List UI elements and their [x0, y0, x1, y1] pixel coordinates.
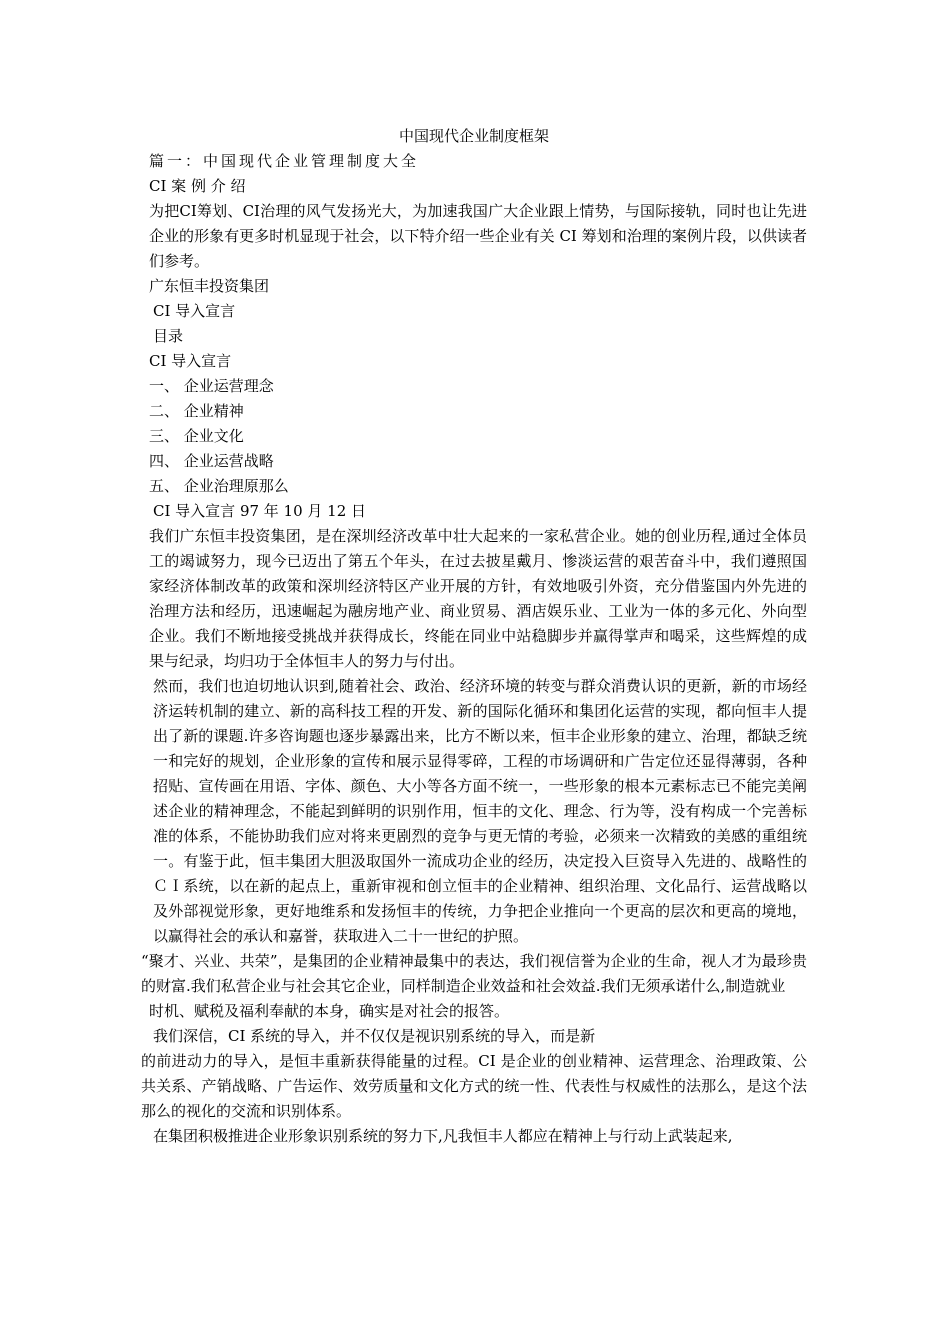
toc-item: 一、 企业运营理念 [149, 377, 274, 395]
toc-label: 目录 [153, 327, 184, 345]
toc-item: 四、 企业运营战略 [149, 452, 274, 470]
section-heading: 篇一：中国现代企业管理制度大全 [149, 152, 420, 170]
body-paragraph: 我们广东恒丰投资集团，是在深圳经济改革中壮大起来的一家私营企业。她的创业历程,通过全体员工的竭诚努力，现今已迈出了第五个年头，在过去披星戴月、惨淡运营的艰苦奋斗中，我们遵照国家经济体制改革的政策和深圳经济特区产业开展的方针，有效地吸引外资，充分借鉴国内外先进的治理方法和经历，迅速崛起为融房地产业、商业贸易、酒店娱乐业、工业为一体的多元化、外向型企业。我们不断地接受挑战并获得成长，终能在同业中站稳脚步并赢得掌声和喝采，这些辉煌的成果与纪录，均归功于全体恒丰人的努力与付出。 [149, 527, 807, 670]
body-paragraph: 的前进动力的导入，是恒丰重新获得能量的过程。CI 是企业的创业精神、运营理念、治理政策、公共关系、产销战略、广告运作、效劳质量和文化方式的统一性、代表性与权威性的法那么，是这个法那么的视化的交流和识别体系。 [141, 1052, 807, 1120]
intro-paragraph: 为把CI筹划、CI治理的风气发扬光大，为加速我国广大企业跟上情势，与国际接轨，同时也让先进企业的形象有更多时机显现于社会，以下特介绍一些企业有关 CI 筹划和治理的案例片段，以供读者们参考。 [149, 202, 807, 270]
body-line: 在集团积极推进企业形象识别系统的努力下,凡我恒丰人都应在精神上与行动上武装起来, [153, 1127, 733, 1145]
body-line: 我们深信，CI 系统的导入，并不仅仅是视识别系统的导入，而是新 [153, 1027, 596, 1045]
toc-item: 三、 企业文化 [149, 427, 244, 445]
case-heading: CI 案 例 介 绍 [149, 177, 246, 195]
toc-item: CI 导入宣言 [149, 352, 232, 370]
body-paragraph: 然而，我们也迫切地认识到,随着社会、政治、经济环境的转变与群众消费认识的更新，新的市场经济运转机制的建立、新的高科技工程的开发、新的国际化循环和集团化运营的实现，都向恒丰人提出了新的课题.许多咨询题也逐步暴露出来，比方不断以来，恒丰企业形象的建立、治理，都缺乏统一和完好的规划，企业形象的宣传和展示显得零碎，工程的市场调研和广告定位还显得薄弱，各种招贴、宣传画在用语、字体、颜色、大小等各方面不统一，一些形象的根本元素标志已不能完美阐述企业的精神理念，不能起到鲜明的识别作用，恒丰的文化、理念、行为等，没有构成一个完善标准的体系，不能协助我们应对将来更剧烈的竞争与更无情的考验，必须来一次精致的美感的重组统一。有鉴于此，恒丰集团大胆汲取国外一流成功企业的经历，决定投入巨资导入先进的、战略性的ＣＩ系统，以在新的起点上，重新审视和创立恒丰的企业精神、组织治理、文化品行、运营战略以及外部视觉形象，更好地维系和发扬恒丰的传统，力争把企业推向一个更高的层次和更高的境地，以赢得社会的承认和嘉誉，获取进入二十一世纪的护照。 [153, 677, 807, 945]
document-page [141, 124, 807, 1149]
company-name: 广东恒丰投资集团 [149, 277, 270, 295]
body-line: 时机、赋税及福利奉献的本身，确实是对社会的报答。 [149, 1002, 510, 1020]
body-paragraph: “聚才、兴业、共荣”，是集团的企业精神最集中的表达，我们视信誉为企业的生命，视人才为最珍贵的财富.我们私营企业与社会其它企业，同样制造企业效益和社会效益.我们无须承诺什么,制造就业 [141, 952, 807, 995]
declaration-date: CI 导入宣言 97 年 10 月 12 日 [153, 502, 367, 520]
document-title: 中国现代企业制度框架 [398, 127, 549, 145]
declaration-title: CI 导入宣言 [153, 302, 236, 320]
toc-item: 五、 企业治理原那么 [149, 477, 289, 495]
toc-item: 二、 企业精神 [149, 402, 244, 420]
